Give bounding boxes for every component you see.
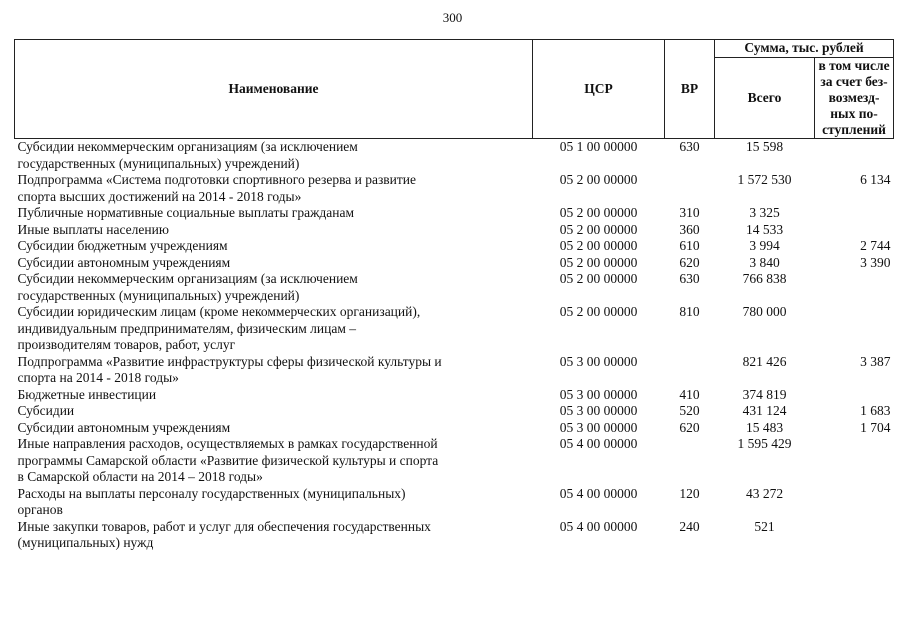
row-name	[15, 172, 533, 205]
row-csr: 05 4 00 00000	[559, 485, 638, 501]
row-name-line: Субсидии	[17, 403, 75, 418]
row-vr: 620	[679, 254, 700, 270]
row-vr: 410	[679, 386, 700, 402]
row-free	[815, 486, 894, 519]
row-name-line: производителям товаров, работ, услуг	[17, 337, 236, 352]
table-row	[15, 420, 894, 437]
header-total: Всего	[715, 58, 815, 139]
table-body	[15, 139, 894, 552]
row-name-line: органов	[17, 502, 63, 517]
row-csr: 05 2 00 00000	[559, 221, 638, 237]
row-name	[15, 354, 533, 387]
row-total: 521	[754, 518, 775, 534]
row-total: 1 595 429	[737, 436, 792, 451]
table-row	[15, 436, 894, 486]
row-free: 3 390	[860, 254, 891, 270]
row-name-line: Субсидии некоммерческим организациям (за исключением	[17, 271, 358, 286]
row-total: 14 533	[745, 221, 784, 237]
row-vr: 620	[679, 419, 700, 435]
row-total: 821 426	[742, 353, 787, 369]
row-name	[15, 436, 533, 486]
header-free-line: ных по-	[830, 106, 878, 121]
row-name-line: Иные направления расходов, осуществляемых в рамках государственной	[17, 436, 438, 451]
budget-table	[14, 39, 894, 552]
row-csr: 05 2 00 00000	[559, 238, 638, 253]
row-total: 780 000	[742, 304, 787, 319]
row-name-line: Субсидии автономным учреждениям	[17, 254, 231, 270]
row-free: 1 683	[860, 403, 891, 418]
row-name	[15, 420, 533, 437]
row-name-line: Публичные нормативные социальные выплаты гражданам	[17, 205, 355, 220]
row-name-line: государственных (муниципальных) учреждений)	[17, 155, 300, 171]
row-free: 3 387	[860, 353, 891, 369]
row-name-line: (муниципальных) нужд	[17, 535, 154, 550]
row-csr: 05 1 00 00000	[559, 139, 638, 154]
row-csr: 05 3 00 00000	[559, 403, 638, 418]
row-name	[15, 205, 533, 222]
row-name	[15, 486, 533, 519]
row-name-line: Субсидии автономным учреждениям	[17, 419, 231, 435]
row-name-line: Субсидии бюджетным учреждениям	[17, 238, 228, 253]
row-csr: 05 4 00 00000	[559, 436, 638, 451]
row-free: 1 704	[860, 419, 891, 435]
row-total: 43 272	[745, 485, 784, 501]
row-total: 15 598	[745, 139, 784, 154]
row-vr: 520	[679, 403, 700, 418]
row-name-line: Субсидии некоммерческим организациям (за исключением	[17, 139, 358, 154]
row-csr: 05 2 00 00000	[559, 304, 638, 319]
row-free: 6 134	[860, 172, 891, 187]
row-name	[15, 403, 533, 420]
row-vr: 610	[679, 238, 700, 253]
row-total: 374 819	[742, 386, 787, 402]
row-name-line: Подпрограмма «Система подготовки спортивного резерва и развитие	[17, 172, 417, 187]
page-number: 300	[442, 10, 463, 25]
row-csr: 05 3 00 00000	[559, 353, 638, 369]
row-total: 3 994	[749, 238, 780, 253]
row-vr: 310	[679, 205, 700, 220]
table-row	[15, 519, 894, 552]
row-free	[815, 222, 894, 239]
row-total: 431 124	[742, 403, 787, 418]
row-name-line: Расходы на выплаты персоналу государственных (муниципальных)	[17, 485, 406, 501]
header-sum: Сумма, тыс. рублей	[715, 40, 894, 58]
row-name-line: спорта на 2014 - 2018 годы»	[17, 370, 179, 385]
table-row	[15, 387, 894, 404]
row-csr: 05 2 00 00000	[559, 205, 638, 220]
row-free: 2 744	[860, 238, 891, 253]
table-row	[15, 222, 894, 239]
header-free-line: в том числе	[818, 58, 890, 73]
row-vr	[665, 436, 715, 486]
table-row	[15, 486, 894, 519]
table-row	[15, 139, 894, 173]
row-vr: 810	[679, 304, 700, 319]
row-name	[15, 222, 533, 239]
row-csr: 05 4 00 00000	[559, 518, 638, 534]
row-csr: 05 3 00 00000	[559, 386, 638, 402]
row-total: 15 483	[745, 419, 784, 435]
row-name-line: программы Самарской области «Развитие физической культуры и спорта	[17, 452, 439, 468]
header-free-line: ступлений	[822, 122, 886, 137]
row-name-line: Подпрограмма «Развитие инфраструктуры сферы физической культуры и	[17, 353, 442, 369]
row-name-line: спорта высших достижений на 2014 - 2018 годы»	[17, 188, 302, 204]
row-free	[815, 205, 894, 222]
row-free	[815, 271, 894, 304]
row-name-line: Иные выплаты населению	[17, 221, 169, 237]
row-name-line: Субсидии юридическим лицам (кроме некоммерческих организаций),	[17, 304, 421, 319]
header-free-line: возмезд-	[828, 90, 880, 105]
row-vr: 360	[679, 221, 700, 237]
row-free	[815, 387, 894, 404]
row-free	[815, 139, 894, 173]
row-name	[15, 255, 533, 272]
table-row	[15, 255, 894, 272]
row-name	[15, 304, 533, 354]
row-free	[815, 436, 894, 486]
row-name	[15, 387, 533, 404]
row-free	[815, 519, 894, 552]
table-row	[15, 354, 894, 387]
row-csr: 05 2 00 00000	[559, 254, 638, 270]
row-vr	[665, 172, 715, 205]
row-vr: 630	[679, 139, 700, 154]
row-name-line: индивидуальным предпринимателям, физическим лицам –	[17, 320, 357, 336]
row-csr: 05 2 00 00000	[559, 172, 638, 187]
row-csr: 05 2 00 00000	[559, 271, 638, 286]
row-vr	[665, 354, 715, 387]
row-vr: 240	[679, 518, 700, 534]
row-total: 1 572 530	[737, 172, 792, 187]
table-row	[15, 172, 894, 205]
row-vr: 120	[679, 485, 700, 501]
table-row	[15, 271, 894, 304]
header-free-line: за счет без-	[820, 74, 888, 89]
table-row	[15, 205, 894, 222]
row-name	[15, 271, 533, 304]
row-name-line: в Самарской области на 2014 – 2018 годы»	[17, 469, 263, 484]
row-name-line: Бюджетные инвестиции	[17, 386, 157, 402]
row-csr: 05 3 00 00000	[559, 419, 638, 435]
header-csr: ЦСР	[533, 40, 665, 139]
header-vr: ВР	[665, 40, 715, 139]
header-free	[815, 58, 894, 139]
row-vr: 630	[679, 271, 700, 286]
row-name	[15, 519, 533, 552]
row-total: 3 840	[749, 254, 780, 270]
row-total: 3 325	[749, 205, 780, 220]
row-name	[15, 139, 533, 173]
table-row	[15, 403, 894, 420]
header-name: Наименование	[15, 40, 533, 139]
row-name-line: государственных (муниципальных) учреждений)	[17, 287, 300, 303]
table-row	[15, 304, 894, 354]
row-name	[15, 238, 533, 255]
row-name-line: Иные закупки товаров, работ и услуг для обеспечения государственных	[17, 518, 431, 534]
row-total: 766 838	[742, 271, 787, 286]
row-free	[815, 304, 894, 354]
table-row	[15, 238, 894, 255]
